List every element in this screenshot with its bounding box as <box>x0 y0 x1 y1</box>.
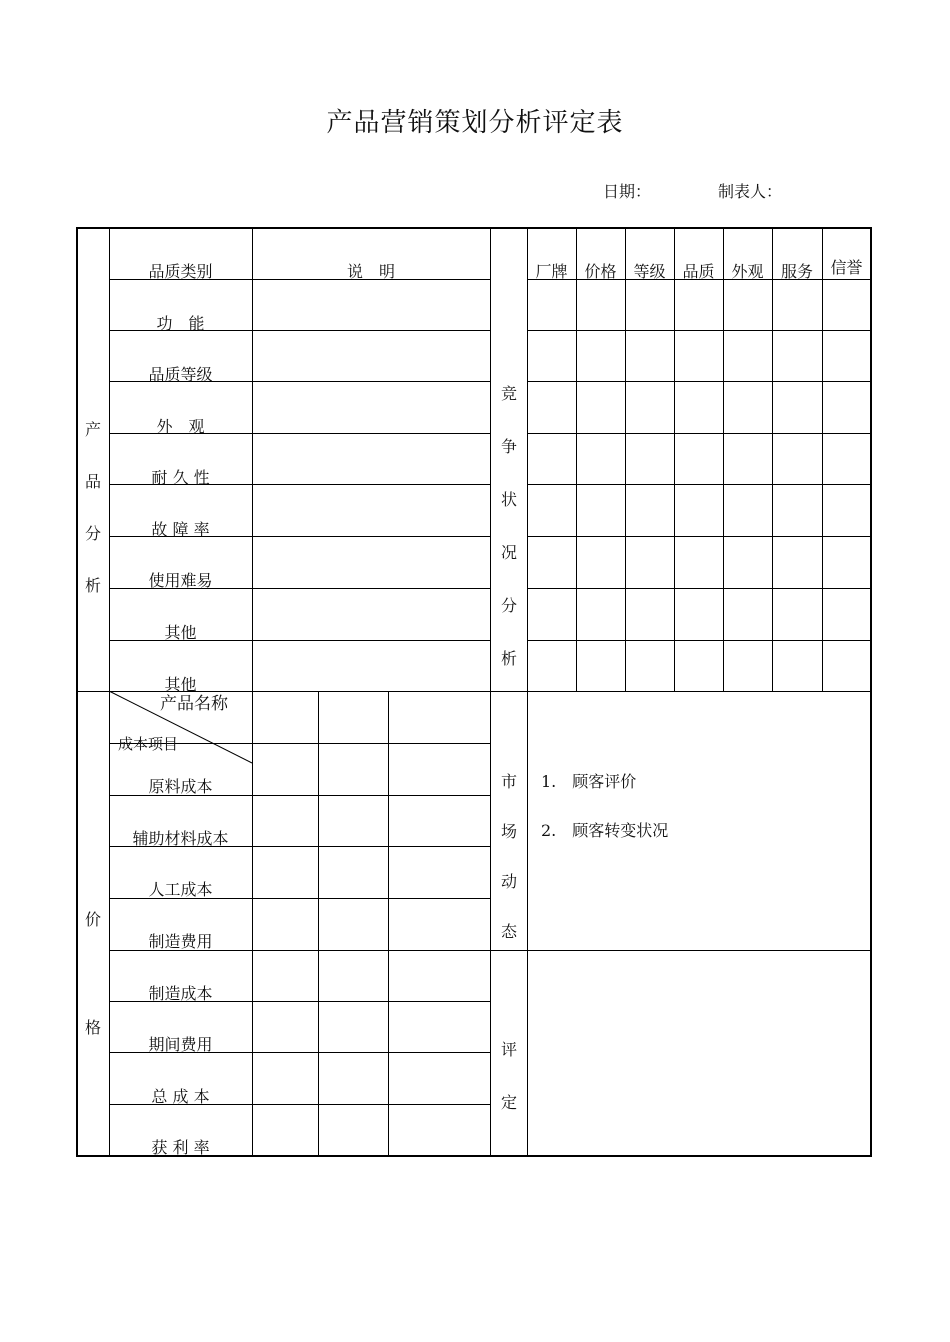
row-label: 耐 久 性 <box>151 468 210 487</box>
col-header: 厂牌 <box>535 262 568 281</box>
row-label: 故 障 率 <box>151 520 210 539</box>
col-header: 信誉 <box>830 258 863 277</box>
header-cost-item-clip <box>118 734 208 753</box>
header-category: 品质类别 <box>148 262 213 281</box>
header-cost-item: 成本项目 <box>118 735 179 753</box>
market-label: 市 场 动 态 <box>500 772 517 941</box>
maker-label: 制表人： <box>718 182 783 201</box>
col-header: 服务 <box>780 262 813 281</box>
competition-label: 竞 争 状 况 分 析 <box>500 384 517 668</box>
row-label: 人工成本 <box>148 880 213 899</box>
row-label: 期间费用 <box>148 1035 213 1054</box>
header-product-name: 产品名称 <box>160 694 228 714</box>
header-description: 说 明 <box>346 262 395 281</box>
row-label: 其他 <box>164 675 197 694</box>
price-label: 价 格 <box>84 910 101 1037</box>
col-header: 品质 <box>682 262 715 281</box>
row-label: 制造费用 <box>148 932 213 951</box>
evaluation-label: 评 定 <box>500 1040 517 1112</box>
col-header: 价格 <box>584 262 617 281</box>
row-label: 外 观 <box>156 417 205 436</box>
col-header: 等级 <box>633 262 666 281</box>
market-item: 2. 顾客转变状况 <box>541 821 669 840</box>
market-item: 1. 顾客评价 <box>541 772 637 791</box>
row-label: 其他 <box>164 623 197 642</box>
col-header: 外观 <box>731 262 764 281</box>
row-label: 使用难易 <box>148 571 213 590</box>
row-label: 功 能 <box>156 314 205 333</box>
row-label: 原料成本 <box>148 777 213 796</box>
row-label: 辅助材料成本 <box>132 829 229 848</box>
row-label: 品质等级 <box>148 365 213 384</box>
row-label: 获 利 率 <box>151 1138 210 1157</box>
market-evaluation-divider <box>490 950 871 951</box>
date-label: 日期： <box>603 182 652 201</box>
row-label: 总 成 本 <box>151 1087 210 1106</box>
page-title: 产品营销策划分析评定表 <box>326 108 624 138</box>
section-divider <box>490 228 491 1156</box>
right-label-divider <box>527 228 528 1156</box>
product-analysis-label: 产 品 分 析 <box>84 420 101 595</box>
row-label: 制造成本 <box>148 984 213 1003</box>
